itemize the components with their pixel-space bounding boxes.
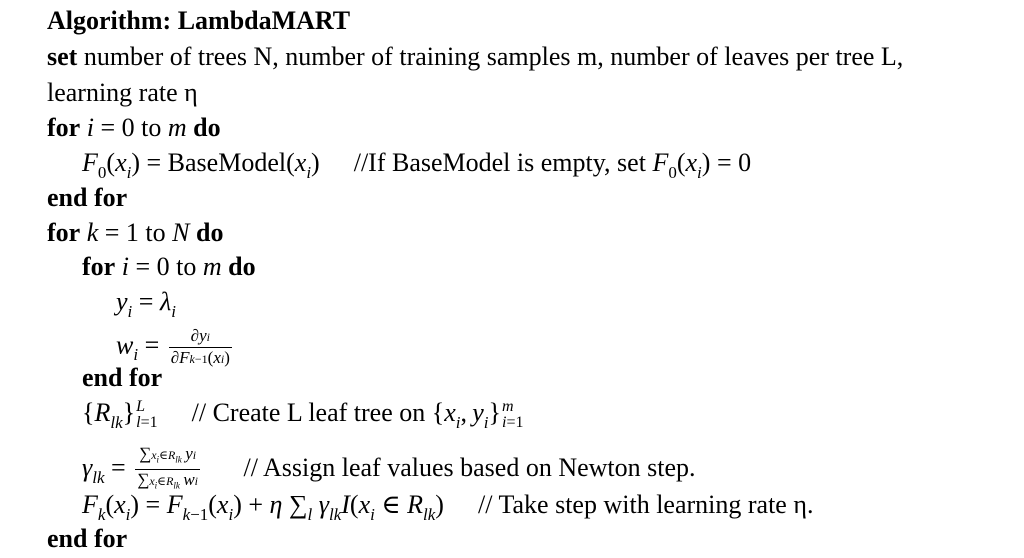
base-model-label: BaseModel (167, 148, 287, 177)
tree-build-statement: $\{R_{lk}\}$ L l=1 // Create L leaf tree on {$x_i$, $y_i$} m i=1 (82, 398, 524, 432)
setup-text: number of trees N, number of training samples m, number of leaves per tree L, (77, 42, 904, 71)
comment-assign: // Assign leaf values based on Newton step. (243, 452, 696, 482)
comment-create: // Create L leaf tree on (191, 398, 432, 427)
algorithm-title: Algorithm: LambdaMART (47, 6, 351, 35)
init-loop-header: for i = 0 to m do (47, 113, 221, 142)
inner-loop-end: end for (82, 363, 163, 392)
tree-loop-end: end for (47, 524, 128, 553)
setup-text-cont: learning rate η (47, 78, 198, 107)
init-loop-end: end for (47, 183, 128, 212)
init-statement: $F_0(x_i)$ = $BaseModel(x_i)$ //If BaseModel is empty, set $F_0(x_i) = 0$ (82, 148, 752, 182)
update-statement: $F_k(x_i) = F_{k-1}(x_i) + \eta$ $\sum_l$ $\gamma_{lk}I(x_i$ ∈ $R_{lk}$) // Take step with learning rate η. (82, 490, 814, 524)
weight-fraction: $\frac{\partial yi}{\partial Fk-1(xi)}$ (170, 326, 230, 367)
weight-statement: $w_i$ = $\frac{\partial yi}{\partial Fk-1(xi)}$ (116, 326, 230, 367)
setup-line (47, 42, 1024, 72)
setup-line-cont (47, 78, 1024, 108)
set-keyword: set (47, 42, 78, 71)
inner-loop-header: for i = 0 to m do (82, 252, 256, 281)
leaf-value-statement: $\gamma_{lk}$ = $\frac{\sum x_i\in R_{lk} yi}{\sum x_i\in R_{lk} wi}$ // Assign leaf values based on Newton step. (82, 444, 1024, 496)
leaf-value-fraction: $\frac{\sum x_i\in R_{lk} yi}{\sum x_i\in R_{lk} wi}$ (135, 444, 200, 496)
tree-loop-header: for k = 1 to N do (47, 218, 224, 247)
init-comment: //If BaseModel is empty, set (353, 148, 653, 177)
gradient-statement: $y_i = \lambda_i$ (116, 287, 176, 321)
comment-step: // Take step with learning rate η. (477, 490, 814, 519)
